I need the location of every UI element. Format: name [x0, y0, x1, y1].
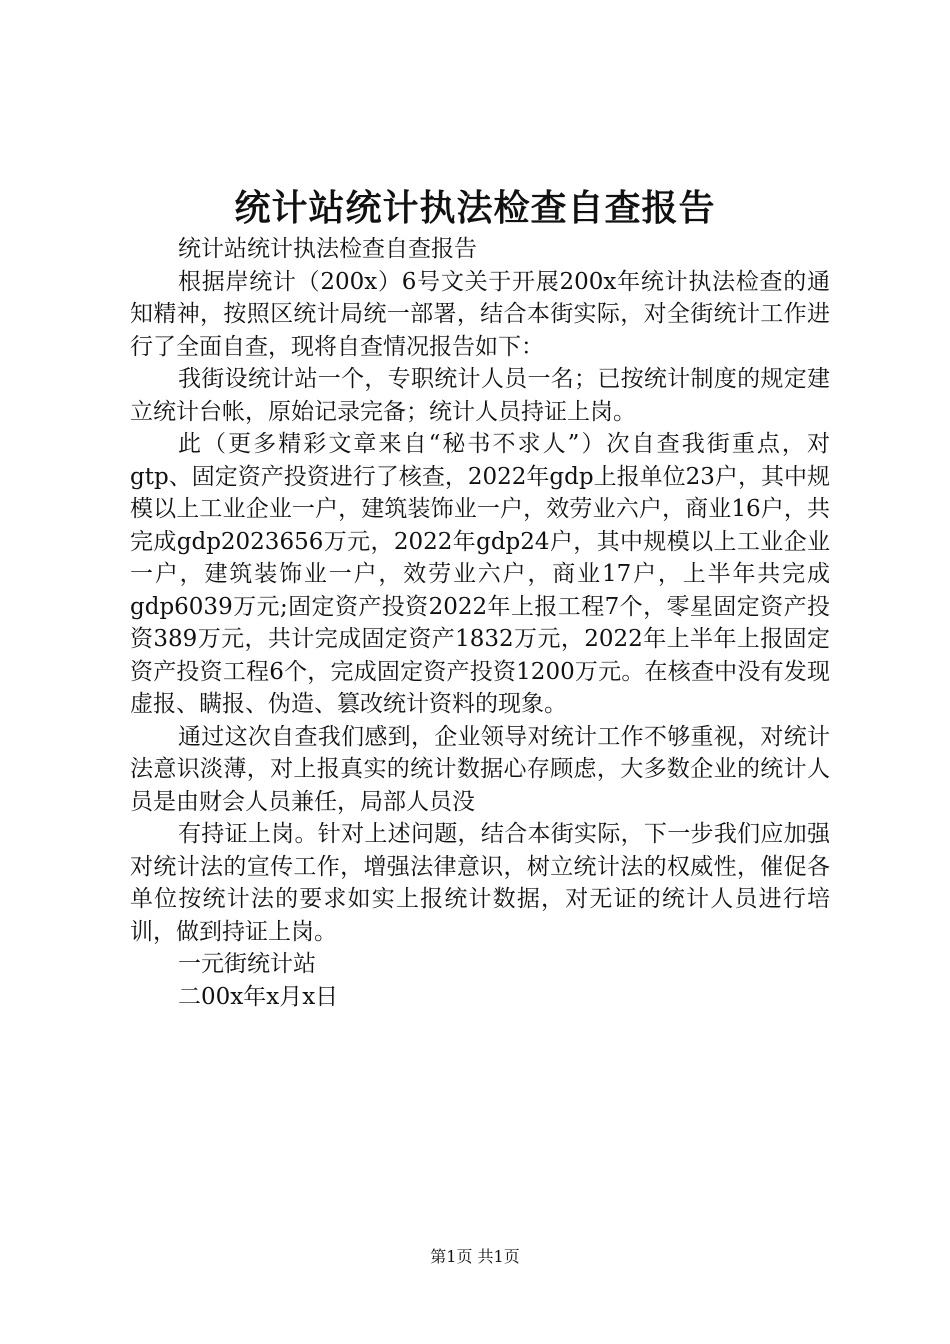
findings-paragraph: 通过这次自查我们感到，企业领导对统计工作不够重视，对统计法意识淡薄，对上报真实的统计数据心存顾虑，大多数企业的统计人员是由财会人员兼任，局部人员没 [130, 723, 830, 815]
signature-org: 一元街统计站 [178, 951, 316, 977]
inspection-paragraph: 此（更多精彩文章来自“秘书不求人”）次自查我街重点，对gtp、固定资产投资进行了核查，2022年gdp上报单位23户，其中规模以上工业企业一户，建筑装饰业一户，效劳业六户，商业16户，共完成gdp2023656万元，2022年gdp24户，其中规模以上工业企业一户，建筑装饰业一户，效劳业六户，商业17户，上半年共完成gdp6039万元;固定资产投资2022年上报工程7个，零星固定资产投资389万元，共计完成固定资产1832万元，2022年上半年上报固定资产投资工程6个，完成固定资产投资1200万元。在核查中没有发现虚报、瞒报、伪造、篡改统计资料的现象。 [130, 431, 830, 717]
intro-paragraph: 根据岸统计（200x）6号文关于开展200x年统计执法检查的通知精神，按照区统计局统一部署，结合本街实际，对全街统计工作进行了全面自查，现将自查情况报告如下： [130, 268, 830, 360]
subtitle-paragraph: 统计站统计执法检查自查报告 [178, 236, 477, 262]
staffing-paragraph: 我街设统计站一个，专职统计人员一名；已按统计制度的规定建立统计台帐，原始记录完备；统计人员持证上岗。 [130, 366, 830, 425]
document-body [130, 233, 830, 1013]
next-steps-paragraph: 有持证上岗。针对上述问题，结合本街实际，下一步我们应加强对统计法的宣传工作，增强法律意识，树立统计法的权威性，催促各单位按统计法的要求如实上报统计数据，对无证的统计人员进行培训，做到持证上岗。 [130, 821, 830, 945]
document-title: 统计站统计执法检查自查报告 [234, 187, 716, 229]
page-footer: 第1页 共1页 [430, 1247, 520, 1266]
signature-date: 二00x年x月x日 [178, 983, 339, 1010]
